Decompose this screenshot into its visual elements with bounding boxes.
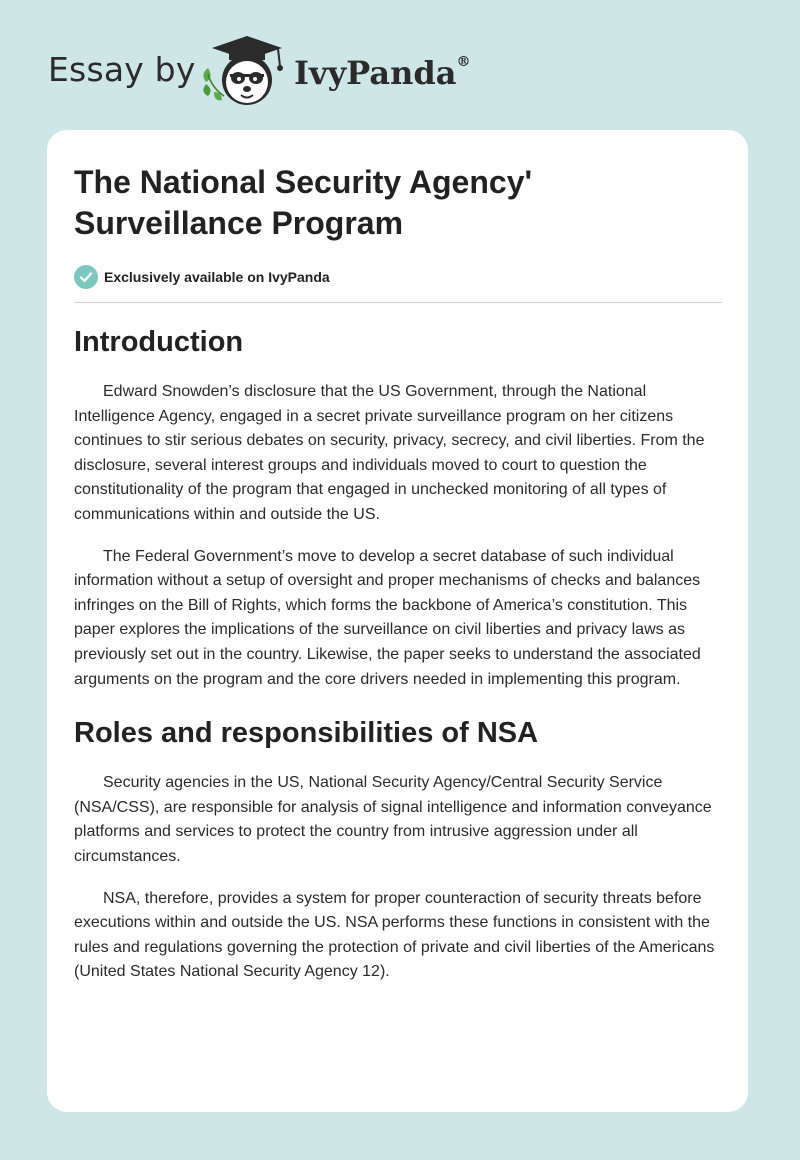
exclusive-badge bbox=[74, 264, 330, 290]
article-body bbox=[74, 320, 728, 985]
divider bbox=[74, 302, 722, 303]
badge-text: Exclusively available on IvyPanda bbox=[104, 269, 330, 285]
section-roles bbox=[74, 711, 728, 985]
section-heading: Roles and responsibilities of NSA bbox=[74, 717, 539, 750]
paragraph: Edward Snowden’s disclosure that the US Government, through the National Intelligence Agency, engaged in a secret private surveillance program on her citizens continues to stir serious debates on security, privacy, secrecy, and civil liberties. From the disclosure, several interest groups and individuals moved to court to question the constitutionality of the program that engaged in unchecked monitoring of all types of communications within and outside the US. bbox=[74, 383, 705, 523]
section-introduction bbox=[74, 320, 728, 692]
paragraph: The Federal Government’s move to develop a secret database of such individual information without a setup of oversight and proper mechanisms of checks and balances infringes on the Bill of Rights, which forms the backbone of America’s constitution. This paper explores the implications of the surveillance on civil liberties and privacy laws as previously set out in the country. Likewise, the paper seeks to understand the associated arguments on the program and the core drivers needed in implementing this program. bbox=[74, 547, 701, 688]
site-header bbox=[48, 34, 508, 110]
ivy-leaf-icon bbox=[203, 68, 224, 100]
check-icon bbox=[74, 265, 98, 289]
section-heading: Introduction bbox=[74, 326, 244, 358]
paragraph: Security agencies in the US, National Security Agency/Central Security Service (NSA/CSS), are responsible for analysis of signal intelligence and information conveyance platforms and services to protect the country from intrusive aggression under all circumstances. bbox=[74, 774, 712, 865]
brand-name[interactable]: IvyPanda® bbox=[294, 54, 471, 92]
registered-mark: ® bbox=[456, 54, 471, 71]
essay-by-label: Essay by bbox=[48, 50, 196, 89]
essay-card bbox=[47, 130, 748, 1112]
panda-graduate-icon[interactable] bbox=[200, 34, 290, 110]
paragraph: NSA, therefore, provides a system for proper counteraction of security threats before executions within and outside the US. NSA performs these functions in consistent with the rules and regulations governing the protection of private and civil liberties of the Americans (United States National Security Agency 12). bbox=[74, 889, 715, 981]
page-title: The National Security Agency' Surveillance Program bbox=[74, 164, 533, 241]
